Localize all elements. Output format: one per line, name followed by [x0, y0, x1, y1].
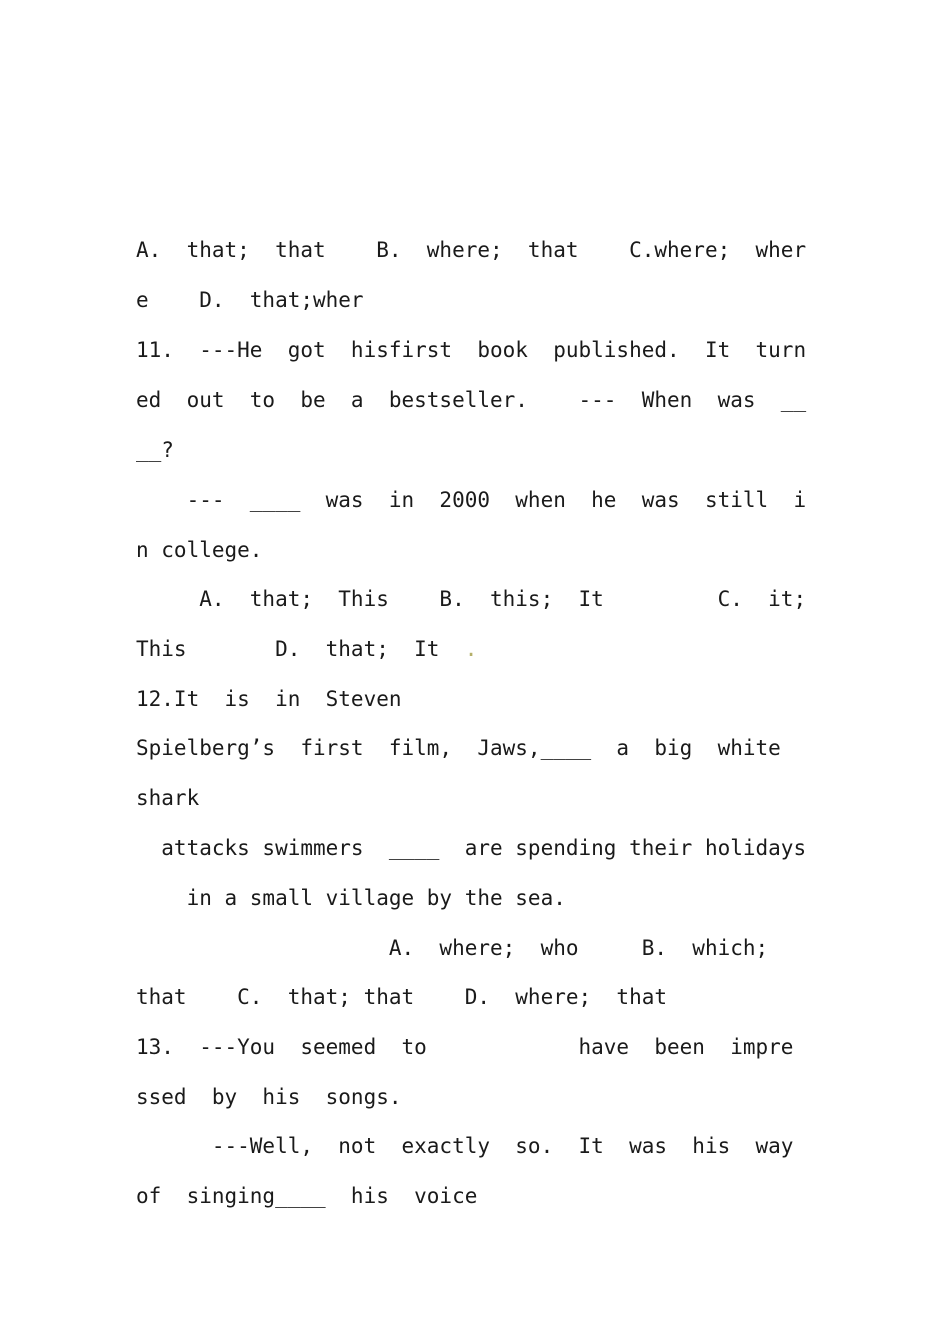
text-line-15: A. where; who B. which; — [136, 936, 769, 960]
text-line-9-content: This D. that; It — [136, 637, 465, 661]
text-line-10: 12.It is in Steven — [136, 687, 402, 711]
text-line-19: ---Well, not exactly so. It was his way — [136, 1134, 794, 1158]
text-line-8: A. that; This B. this; It C. it; — [136, 587, 807, 611]
text-line-1: A. that; that B. where; that C.where; wher — [136, 238, 807, 262]
text-line-6: --- ____ was in 2000 when he was still i — [136, 488, 807, 512]
text-line-7: n college. — [136, 538, 263, 562]
text-line-13: attacks swimmers ____ are spending their holidays — [136, 836, 807, 860]
text-line-9 — [136, 635, 816, 663]
text-line-2 — [136, 286, 816, 314]
stray-dot-mark: . — [464, 637, 478, 661]
text-line-2-content: e D. that;wher — [136, 288, 364, 312]
text-line-4: ed out to be a bestseller. --- When was __ — [136, 388, 807, 412]
text-line-17: 13. ---You seemed to have been impre — [136, 1035, 794, 1059]
text-line-20: of singing____ his voice — [136, 1184, 478, 1208]
text-line-3: 11. ---He got hisfirst book published. It turn — [136, 338, 807, 362]
text-line-12: shark — [136, 786, 200, 810]
text-line-18: ssed by his songs. — [136, 1085, 402, 1109]
text-line-5: __? — [136, 438, 174, 462]
text-line-14: in a small village by the sea. — [136, 886, 566, 910]
text-line-11: Spielberg’s first film, Jaws,____ a big white — [136, 736, 781, 760]
text-line-16: that C. that; that D. where; that — [136, 985, 668, 1009]
